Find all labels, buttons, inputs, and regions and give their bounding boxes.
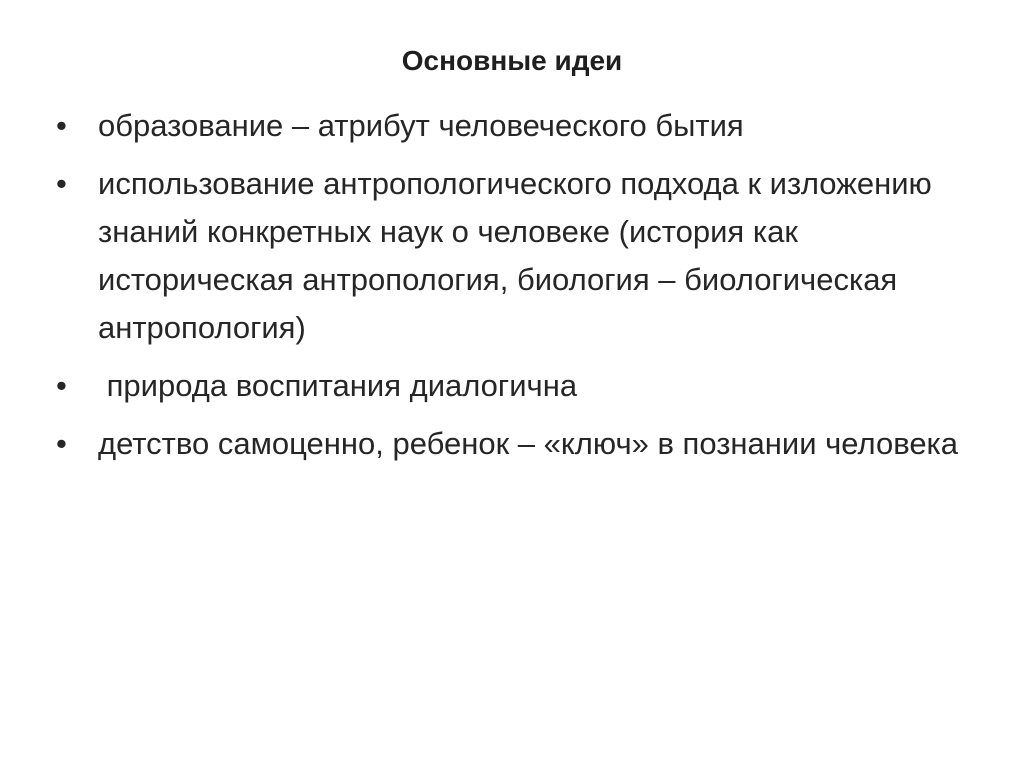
- bullet-text: использование антропологического подхода к изложению знаний конкретных наук о человеке (история как историческая антропология, биология – биологическая антропология): [98, 166, 932, 345]
- bullet-marker: •: [56, 166, 67, 201]
- bullet-list: [56, 102, 976, 478]
- bullet-marker: •: [56, 368, 67, 403]
- bullet-item: [56, 362, 976, 410]
- bullet-item: [56, 102, 976, 150]
- slide-title: Основные идеи: [401, 45, 623, 76]
- bullet-item: [56, 160, 976, 352]
- bullet-marker: •: [56, 108, 67, 143]
- bullet-text: природа воспитания диалогична: [98, 368, 578, 403]
- bullet-text: детство самоценно, ребенок – «ключ» в познании человека: [98, 426, 959, 461]
- bullet-marker: •: [56, 426, 67, 461]
- bullet-text: образование – атрибут человеческого бытия: [98, 108, 744, 143]
- bullet-item: [56, 420, 976, 468]
